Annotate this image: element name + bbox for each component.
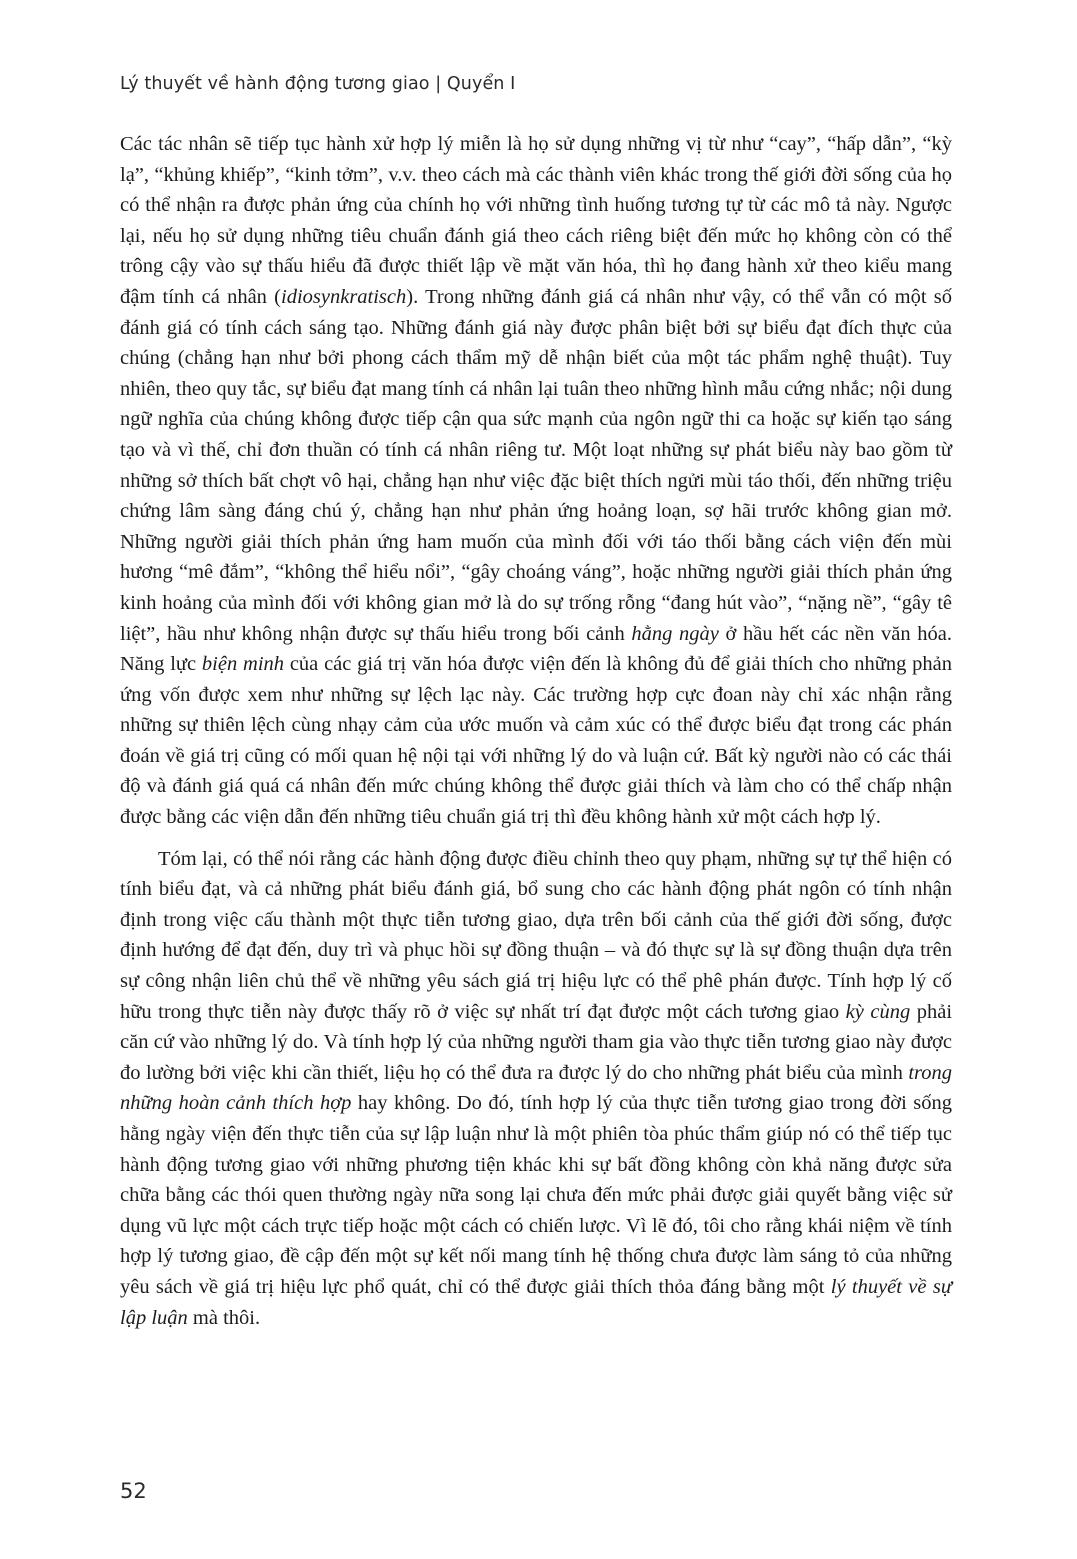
running-header: Lý thuyết về hành động tương giao | Quyển I <box>120 74 516 94</box>
text-run: ở hầu hết các nền văn hóa. Năng lực <box>120 622 952 676</box>
italic-text-run: kỳ cùng <box>845 1000 911 1023</box>
text-run: phải căn cứ vào những lý do. Và tính hợp lý của những người tham gia vào thực tiễn tương giao này được đo lường bởi việc khi cần thiết, liệu họ có thể đưa ra được lý do cho những phát biểu của mình <box>120 1000 953 1084</box>
italic-text-run: idiosynkratisch <box>281 285 407 308</box>
paragraph <box>120 844 952 1334</box>
paragraph <box>120 129 952 833</box>
text-run: của các giá trị văn hóa được viện đến là không đủ để giải thích cho những phản ứng vốn được xem như những sự lệch lạc này. Các trường hợp cực đoan này chỉ xác nhận rằng những sự thiên lệch cùng nhạy cảm của ước muốn và cảm xúc có thể được biểu đạt trong các phán đoán về giá trị cũng có mối quan hệ nội tại với những lý do và luận cứ. Bất kỳ người nào có các thái độ và đánh giá quá cá nhân đến mức chúng không thể được giải thích và làm cho có thể chấp nhận được bằng các viện dẫn đến những tiêu chuẩn giá trị thì đều không hành xử một cách hợp lý. <box>120 653 953 829</box>
text-run: mà thôi. <box>187 1306 261 1329</box>
text-run: hay không. Do đó, tính hợp lý của thực tiễn tương giao trong đời sống hằng ngày viện đến thực tiễn của sự lập luận như là một phiên tòa phúc thẩm giúp nó có thể tiếp tục hành động tương giao với những phương tiện khác khi sự bất đồng không còn khả năng được sửa chữa bằng các thói quen thường ngày nữa song lại chưa đến mức phải được giải quyết bằng việc sử dụng vũ lực một cách trực tiếp hoặc một cách có chiến lược. Vì lẽ đó, tôi cho rằng khái niệm về tính hợp lý tương giao, đề cập đến một sự kết nối mang tính hệ thống chưa được làm sáng tỏ của những yêu sách về giá trị hiệu lực phổ quát, chỉ có thể được giải thích thỏa đáng bằng một <box>120 1092 952 1298</box>
italic-text-run: biện minh <box>201 653 285 676</box>
page-number: 52 <box>120 1479 147 1503</box>
italic-text-run: lý thuyết về sự lập luận <box>120 1275 952 1329</box>
text-run: Các tác nhân sẽ tiếp tục hành xử hợp lý miễn là họ sử dụng những vị từ như “cay”, “hấp dẫn”, “kỳ lạ”, “khủng khiếp”, “kinh tởm”, v.v. theo cách mà các thành viên khác trong thế giới đời sống của họ có thể nhận ra được phản ứng của chính họ với những tình huống tương tự từ các mô tả này. Ngược lại, nếu họ sử dụng những tiêu chuẩn đánh giá theo cách riêng biệt đến mức họ không còn có thể trông cậy vào sự thấu hiểu đã được thiết lập về mặt văn hóa, thì họ đang hành xử theo kiểu mang đậm tính cá nhân ( <box>120 133 952 308</box>
text-run: ). Trong những đánh giá cá nhân như vậy, có thể vẫn có một số đánh giá có tính cách sáng tạo. Những đánh giá này được phân biệt bởi sự biểu đạt đích thực của chúng (chẳng hạn như bởi phong cách thẩm mỹ dễ nhận biết của một tác phẩm nghệ thuật). Tuy nhiên, theo quy tắc, sự biểu đạt mang tính cá nhân lại tuân theo những hình mẫu cứng nhắc; nội dung ngữ nghĩa của chúng không được tiếp cận qua sức mạnh của ngôn ngữ thi ca hoặc sự kiến tạo sáng tạo và vì thế, chỉ đơn thuần có tính cá nhân riêng tư. Một loạt những sự phát biểu này bao gồm từ những sở thích bất chợt vô hại, chẳng hạn như việc đặc biệt thích ngửi mùi táo thối, đến những triệu chứng lâm sàng đáng chú ý, chẳng hạn như phản ứng hoảng loạn, sợ hãi trước không gian mở. Những người giải thích phản ứng ham muốn của mình đối với táo thối bằng cách viện đến mùi hương “mê đắm”, “không thể hiểu nổi”, “gây choáng váng”, hoặc những người giải thích phản ứng kinh hoảng của mình đối với không gian mở là do sự trống rỗng “đang hút vào”, “nặng nề”, “gây tê liệt”, hầu như không nhận được sự thấu hiểu trong bối cảnh <box>120 285 952 645</box>
text-run: Tóm lại, có thể nói rằng các hành động được điều chỉnh theo quy phạm, những sự tự thể hiện có tính biểu đạt, và cả những phát biểu đánh giá, bổ sung cho các hành động phát ngôn có tính nhận định trong việc cấu thành một thực tiễn tương giao, dựa trên bối cảnh của thế giới đời sống, được định hướng để đạt đến, duy trì và phục hồi sự đồng thuận – và đó thực sự là sự đồng thuận dựa trên sự công nhận liên chủ thể về những yêu sách giá trị hiệu lực có thể phê phán được. Tính hợp lý cố hữu trong thực tiễn này được thấy rõ ở việc sự nhất trí đạt được một cách tương giao <box>120 847 952 1023</box>
body-text <box>120 129 952 1333</box>
italic-text-run: hằng ngày <box>631 622 719 645</box>
italic-text-run: trong những hoàn cảnh thích hợp <box>120 1061 952 1115</box>
